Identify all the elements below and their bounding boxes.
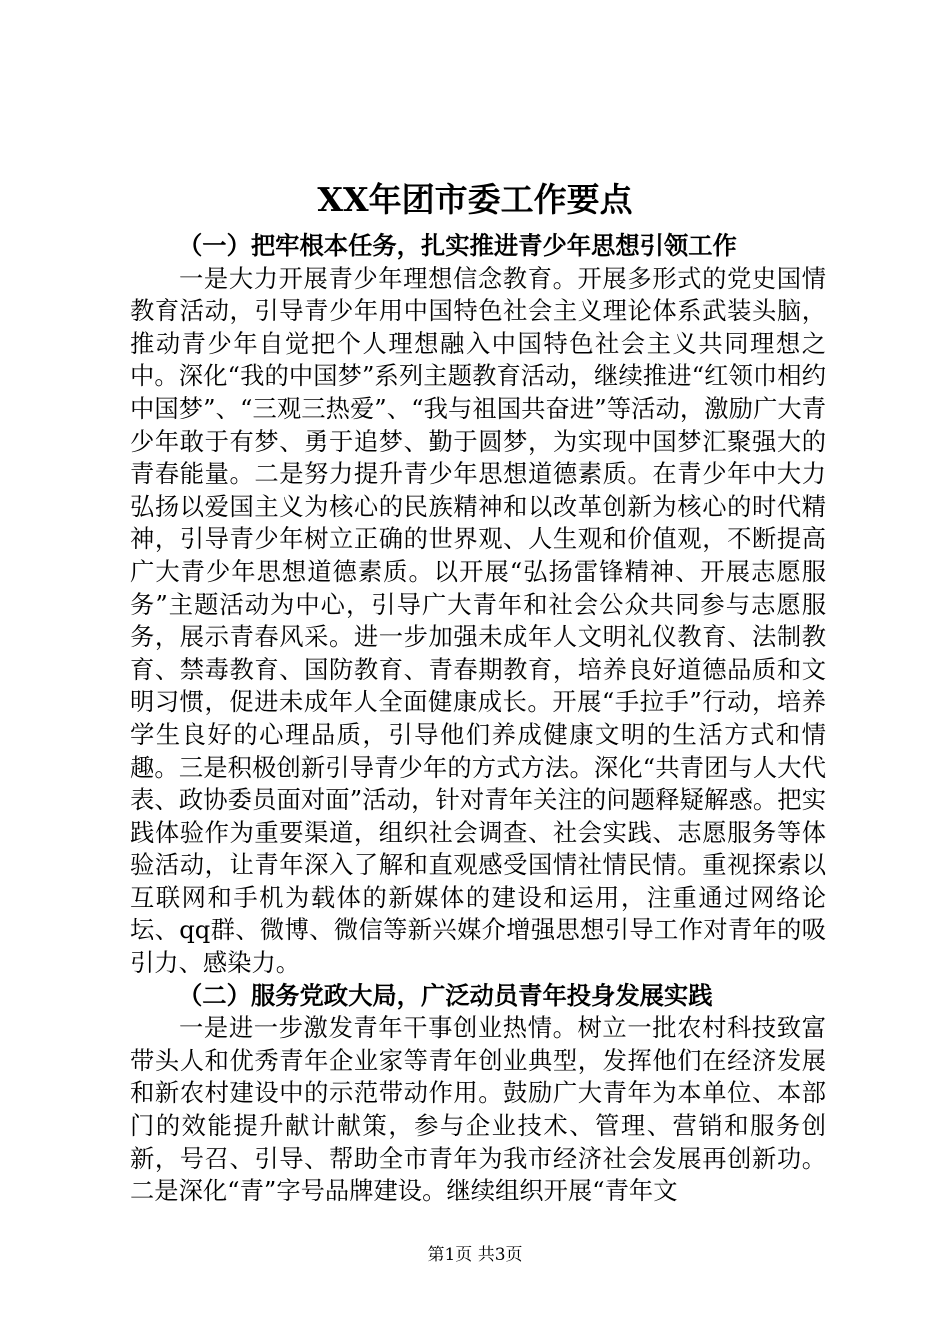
section-paragraph-2: 一是进一步激发青年干事创业热情。树立一批农村科技致富带头人和优秀青年企业家等青年创业典型，发挥他们在经济发展和新农村建设中的示范带动作用。鼓励广大青年为本单位、本部门的效能提升献计献策，参与企业技术、管理、营销和服务创新，号召、引导、帮助全市青年为我市经济社会发展再创新功。二是深化“青”字号品牌建设。继续组织开展“青年文 <box>130 1013 826 1206</box>
section-paragraph-1: 一是大力开展青少年理想信念教育。开展多形式的党史国情教育活动，引导青少年用中国特色社会主义理论体系武装头脑，推动青少年自觉把个人理想融入中国特色社会主义共同理想之中。深化“我的中国梦”系列主题教育活动，继续推进“红领巾相约中国梦”、“三观三热爱”、“我与祖国共奋进”等活动，激励广大青少年敢于有梦、勇于追梦、勤于圆梦，为实现中国梦汇聚强大的青春能量。二是努力提升青少年思想道德素质。在青少年中大力弘扬以爱国主义为核心的民族精神和以改革创新为核心的时代精神，引导青少年树立正确的世界观、人生观和价值观，不断提高广大青少年思想道德素质。以开展“弘扬雷锋精神、开展志愿服务”主题活动为中心，引导广大青年和社会公众共同参与志愿服务，展示青春风采。进一步加强未成年人文明礼仪教育、法制教育、禁毒教育、国防教育、青春期教育，培养良好道德品质和文明习惯，促进未成年人全面健康成长。开展“手拉手”行动，培养学生良好的心理品质，引导他们养成健康文明的生活方式和情趣。三是积极创新引导青少年的方式方法。深化“共青团与人大代表、政协委员面对面”活动，针对青年关注的问题释疑解惑。把实践体验作为重要渠道，组织社会调查、社会实践、志愿服务等体验活动，让青年深入了解和直观感受国情社情民情。重视探索以互联网和手机为载体的新媒体的建设和运用，注重通过网络论坛、qq群、微博、微信等新兴媒介增强思想引导工作对青年的吸引力、感染力。 <box>130 263 826 978</box>
document-title: XX年团市委工作要点 <box>317 180 633 219</box>
page-footer: 第1页 共3页 <box>427 1245 523 1265</box>
section-heading-1: （一）把牢根本任务，扎实推进青少年思想引领工作 <box>178 231 737 260</box>
section-heading-2: （二）服务党政大局，广泛动员青年投身发展实践 <box>178 980 713 1010</box>
document-body <box>130 230 826 1208</box>
